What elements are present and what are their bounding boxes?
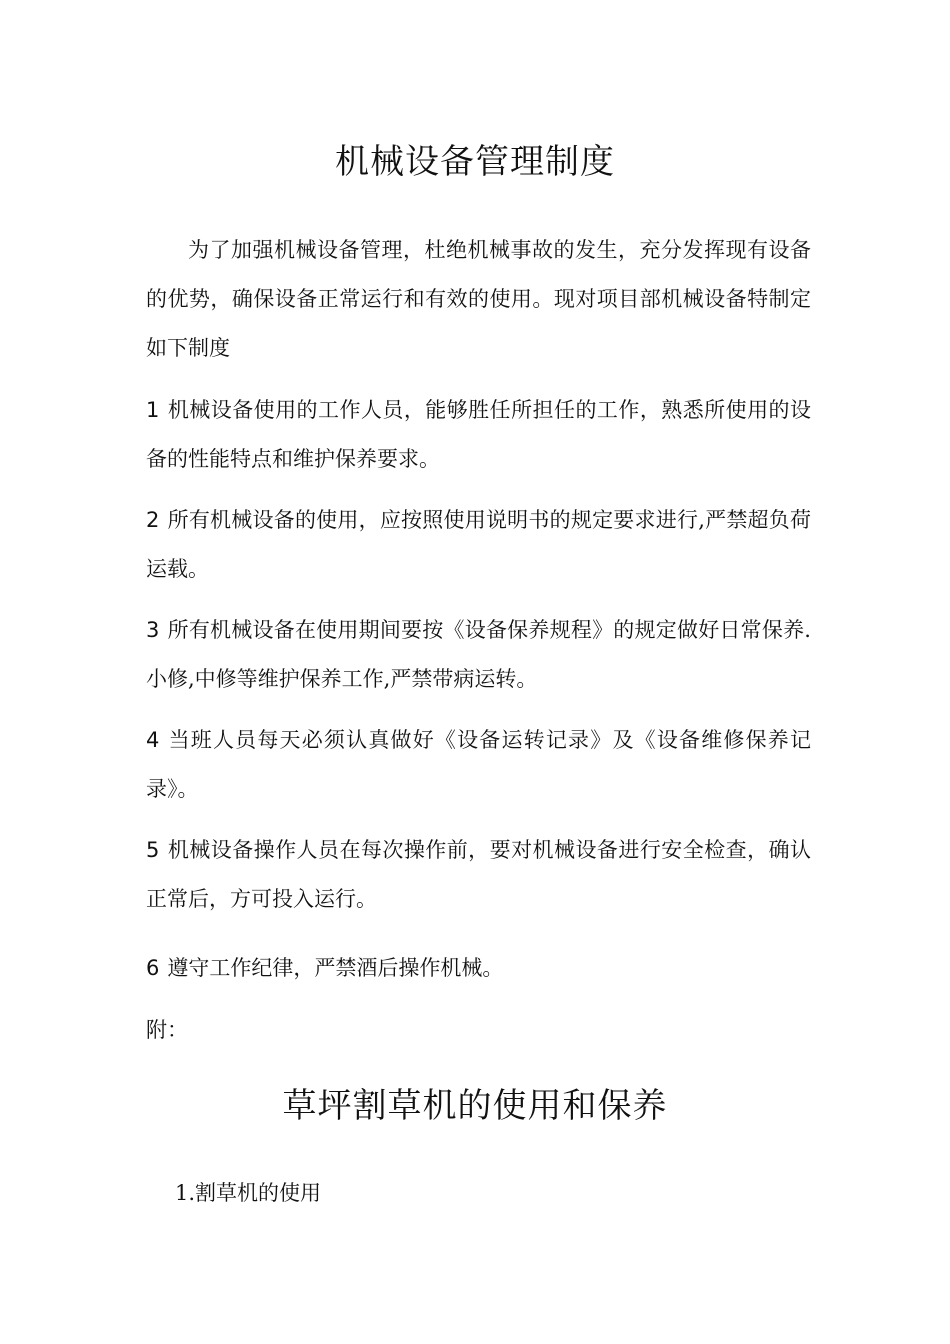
appendix-label: 附： — [146, 1018, 188, 1042]
rule-item-3 — [146, 606, 811, 704]
section-subitem: 1.割草机的使用 — [175, 1181, 322, 1205]
rule-text: 机械设备使用的工作人员，能够胜任所担任的工作，熟悉所使用的设备的性能特点和维护保养要求。 — [146, 398, 811, 471]
rule-item-1 — [146, 386, 811, 484]
rule-number: 5 — [146, 838, 160, 862]
rule-number: 4 — [146, 728, 160, 752]
rule-item-4 — [146, 716, 811, 814]
section-title: 草坪割草机的使用和保养 — [282, 1086, 668, 1126]
rule-text: 所有机械设备在使用期间要按《设备保养规程》的规定做好日常保养.小修,中修等维护保养工作,严禁带病运转。 — [146, 618, 811, 691]
rule-item-6 — [146, 944, 811, 993]
page-title: 机械设备管理制度 — [335, 142, 615, 182]
rule-item-5 — [146, 826, 811, 924]
rule-number: 6 — [146, 956, 160, 980]
rule-text: 机械设备操作人员在每次操作前，要对机械设备进行安全检查，确认正常后，方可投入运行。 — [146, 838, 811, 911]
rule-item-2 — [146, 496, 811, 594]
rule-text: 所有机械设备的使用，应按照使用说明书的规定要求进行,严禁超负荷运载。 — [146, 508, 811, 581]
rule-text: 遵守工作纪律，严禁酒后操作机械。 — [167, 956, 504, 980]
rule-number: 3 — [146, 618, 160, 642]
intro-paragraph: 为了加强机械设备管理，杜绝机械事故的发生，充分发挥现有设备的优势，确保设备正常运行和有效的使用。现对项目部机械设备特制定如下制度 — [146, 238, 811, 360]
rule-number: 2 — [146, 508, 160, 532]
rule-text: 当班人员每天必须认真做好《设备运转记录》及《设备维修保养记录》。 — [146, 728, 811, 801]
rule-number: 1 — [146, 398, 160, 422]
